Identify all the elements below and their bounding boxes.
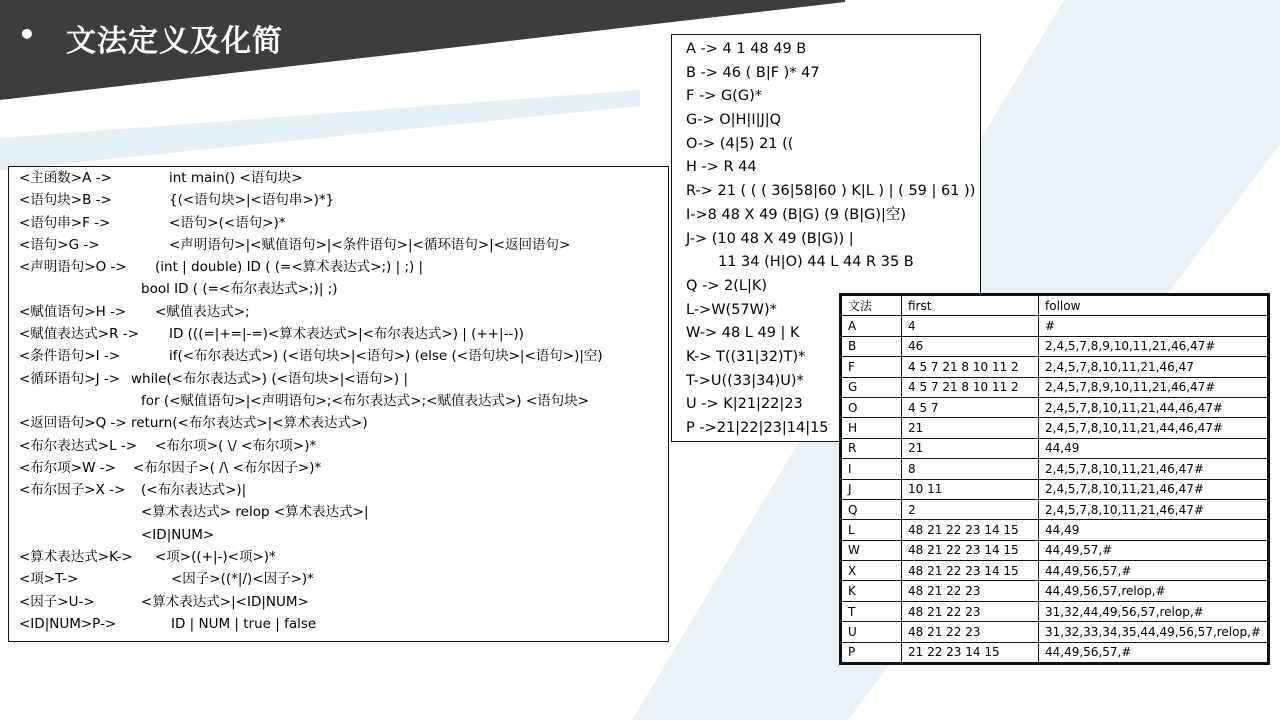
grammar-lhs: <语句串>F ->	[19, 214, 111, 231]
rule-line: R-> 21 ( ( ( 36|58|60 ) K|L ) | ( 59 | 61 ))	[686, 183, 976, 200]
table-row	[841, 418, 1269, 438]
grammar-line	[19, 613, 668, 635]
grammar-line	[19, 501, 668, 523]
nonterminal-cell: J	[841, 479, 902, 499]
table-row	[841, 438, 1269, 458]
first-cell: 48 21 22 23 14 15	[902, 561, 1039, 581]
follow-cell: 44,49,57,#	[1039, 540, 1269, 560]
follow-cell: 31,32,33,34,35,44,49,56,57,relop,#	[1039, 622, 1269, 642]
grammar-lhs: <声明语句>O ->	[19, 259, 127, 276]
grammar-line	[19, 167, 668, 189]
grammar-lhs: <语句>G ->	[19, 236, 100, 253]
grammar-line	[19, 301, 668, 323]
grammar-lhs: <算术表达式>K->	[19, 549, 133, 566]
grammar-line	[19, 457, 668, 479]
grammar-rhs: <赋值表达式>;	[155, 303, 250, 320]
header-cell: follow	[1039, 295, 1269, 316]
grammar-rhs: <ID|NUM>	[141, 526, 215, 543]
nonterminal-cell: W	[841, 540, 902, 560]
nonterminal-cell: T	[841, 601, 902, 621]
table-row	[841, 601, 1269, 621]
rule-line: I->8 48 X 49 (B|G) (9 (B|G)|空)	[686, 206, 907, 223]
grammar-line	[19, 435, 668, 457]
grammar-line	[19, 479, 668, 501]
follow-cell: 44,49,56,57,#	[1039, 561, 1269, 581]
grammar-line	[19, 212, 668, 234]
first-cell: 48 21 22 23 14 15	[902, 520, 1039, 540]
grammar-line	[19, 345, 668, 367]
nonterminal-cell: X	[841, 561, 902, 581]
table-row	[841, 622, 1269, 642]
grammar-rhs: int main() <语句块>	[169, 170, 303, 186]
first-cell: 21 22 23 14 15	[902, 642, 1039, 663]
grammar-rhs: {(<语句块>|<语句串>)*}	[169, 192, 335, 209]
rule-line: K-> T((31|32)T)*	[686, 348, 806, 365]
rule-line: G-> O|H|I|J|Q	[686, 112, 782, 129]
page-title: 文法定义及化简	[66, 24, 283, 59]
follow-cell: 2,4,5,7,8,10,11,21,46,47#	[1039, 499, 1269, 519]
rule-line: P ->21|22|23|14|15	[686, 420, 829, 436]
grammar-rhs: bool ID ( (=<布尔表达式>;)| ;)	[141, 281, 338, 298]
grammar-lhs: <赋值表达式>R ->	[19, 326, 139, 343]
follow-cell: 2,4,5,7,8,10,11,21,46,47	[1039, 357, 1269, 377]
header-cell: first	[902, 295, 1039, 316]
grammar-line	[19, 591, 668, 613]
first-cell: 10 11	[902, 479, 1039, 499]
follow-cell: 44,49,56,57,relop,#	[1039, 581, 1269, 601]
grammar-lhs: <返回语句>Q ->	[19, 415, 127, 432]
grammar-line	[19, 412, 668, 434]
nonterminal-cell: R	[841, 438, 902, 458]
grammar-rhs: <算术表达式> relop <算术表达式>|	[141, 504, 369, 521]
title-bullet: •	[18, 18, 36, 51]
nonterminal-cell: O	[841, 397, 902, 417]
first-cell: 4 5 7 21 8 10 11 2	[902, 357, 1039, 377]
follow-cell: 2,4,5,7,8,10,11,21,46,47#	[1039, 459, 1269, 479]
grammar-rhs: <项>((+|-)<项>)*	[155, 549, 276, 566]
follow-cell: 44,49	[1039, 520, 1269, 540]
grammar-rhs: <布尔项>( \/ <布尔项>)*	[155, 437, 317, 454]
grammar-rhs: <声明语句>|<赋值语句>|<条件语句>|<循环语句>|<返回语句>	[169, 236, 571, 253]
rule-line: H -> R 44	[686, 159, 757, 176]
grammar-rhs: (int | double) ID ( (=<算术表达式>;) | ;) |	[155, 259, 424, 276]
rule-line: L->W(57W)*	[686, 301, 777, 318]
rule-line: F -> G(G)*	[686, 88, 762, 105]
follow-cell: 2,4,5,7,8,10,11,21,44,46,47#	[1039, 418, 1269, 438]
grammar-line	[19, 524, 668, 546]
table-row	[841, 520, 1269, 540]
grammar-line	[19, 256, 668, 278]
nonterminal-cell: A	[841, 316, 902, 336]
rule-line: J-> (10 48 X 49 (B|G)) |	[686, 230, 854, 247]
grammar-line	[19, 189, 668, 211]
grammar-lhs: <因子>U->	[19, 593, 95, 610]
grammar-rhs: if(<布尔表达式>) (<语句块>|<语句>) (else (<语句块>|<语句>)|空)	[169, 348, 603, 365]
grammar-rhs: ID | NUM | true | false	[171, 615, 317, 632]
rule-line: U -> K|21|22|23	[686, 396, 803, 413]
grammar-lhs: <布尔因子>X ->	[19, 482, 126, 499]
grammar-rhs: (<布尔表达式>)|	[141, 482, 247, 499]
nonterminal-cell: G	[841, 377, 902, 397]
table-row	[841, 316, 1269, 336]
rule-line: T->U((33|34)U)*	[686, 372, 804, 389]
table-header-row	[841, 295, 1269, 316]
nonterminal-cell: I	[841, 459, 902, 479]
nonterminal-cell: U	[841, 622, 902, 642]
follow-cell: 44,49,56,57,#	[1039, 642, 1269, 663]
grammar-line	[19, 323, 668, 345]
grammar-rhs: <语句>(<语句>)*	[169, 214, 286, 231]
grammar-lhs: <循环语句>J ->	[19, 370, 121, 387]
grammar-line	[19, 390, 668, 412]
table-row	[841, 397, 1269, 417]
table-row	[841, 459, 1269, 479]
first-follow-table	[839, 293, 1270, 665]
rule-line: W-> 48 L 49 | K	[686, 325, 800, 342]
grammar-lhs: <项>T->	[19, 571, 79, 588]
table-row	[841, 540, 1269, 560]
follow-cell: 31,32,44,49,56,57,relop,#	[1039, 601, 1269, 621]
grammar-line	[19, 234, 668, 256]
first-cell: 4 5 7	[902, 397, 1039, 417]
follow-cell: #	[1039, 316, 1269, 336]
grammar-line	[19, 568, 668, 590]
follow-cell: 2,4,5,7,8,10,11,21,44,46,47#	[1039, 397, 1269, 417]
grammar-lhs: <布尔表达式>L ->	[19, 437, 138, 454]
grammar-line	[19, 368, 668, 390]
table-row	[841, 561, 1269, 581]
grammar-rhs: <布尔因子>( /\ <布尔因子>)*	[133, 459, 322, 476]
table-row	[841, 357, 1269, 377]
rule-line: Q -> 2(L|K)	[686, 277, 768, 294]
follow-cell: 44,49	[1039, 438, 1269, 458]
header-cell: 文法	[841, 295, 902, 316]
grammar-lhs: <ID|NUM>P->	[19, 615, 117, 632]
table-row	[841, 479, 1269, 499]
grammar-definition-box	[8, 166, 669, 642]
first-cell: 46	[902, 336, 1039, 356]
grammar-rhs: return(<布尔表达式>|<算术表达式>)	[131, 415, 368, 432]
table-row	[841, 336, 1269, 356]
nonterminal-cell: H	[841, 418, 902, 438]
grammar-line	[19, 546, 668, 568]
nonterminal-cell: L	[841, 520, 902, 540]
first-cell: 21	[902, 438, 1039, 458]
rule-line: A -> 4 1 48 49 B	[686, 41, 807, 57]
first-cell: 8	[902, 459, 1039, 479]
grammar-rhs: while(<布尔表达式>) (<语句块>|<语句>) |	[131, 370, 409, 387]
nonterminal-cell: Q	[841, 499, 902, 519]
grammar-lhs: <条件语句>I ->	[19, 348, 121, 365]
first-cell: 21	[902, 418, 1039, 438]
first-cell: 48 21 22 23	[902, 622, 1039, 642]
nonterminal-cell: B	[841, 336, 902, 356]
rule-line: 11 34 (H|O) 44 L 44 R 35 B	[718, 254, 914, 271]
grammar-rhs: ID (((=|+=|-=)<算术表达式>|<布尔表达式>) | (++|--))	[169, 326, 524, 343]
first-cell: 4	[902, 316, 1039, 336]
table-row	[841, 581, 1269, 601]
first-cell: 48 21 22 23	[902, 601, 1039, 621]
nonterminal-cell: F	[841, 357, 902, 377]
first-cell: 2	[902, 499, 1039, 519]
nonterminal-cell: P	[841, 642, 902, 663]
first-cell: 48 21 22 23 14 15	[902, 540, 1039, 560]
background-stripe	[0, 90, 640, 170]
grammar-rhs: for (<赋值语句>|<声明语句>;<布尔表达式>;<赋值表达式>) <语句块>	[141, 392, 589, 409]
rule-line: B -> 46 ( B|F )* 47	[686, 64, 820, 81]
grammar-rhs: <算术表达式>|<ID|NUM>	[141, 593, 309, 610]
nonterminal-cell: K	[841, 581, 902, 601]
grammar-rhs: <因子>((*|/)<因子>)*	[171, 571, 314, 588]
first-cell: 4 5 7 21 8 10 11 2	[902, 377, 1039, 397]
follow-cell: 2,4,5,7,8,10,11,21,46,47#	[1039, 479, 1269, 499]
table-row	[841, 377, 1269, 397]
follow-cell: 2,4,5,7,8,9,10,11,21,46,47#	[1039, 336, 1269, 356]
first-cell: 48 21 22 23	[902, 581, 1039, 601]
grammar-lhs: <布尔项>W ->	[19, 459, 116, 476]
grammar-lhs: <主函数>A ->	[19, 170, 112, 186]
grammar-line	[19, 278, 668, 300]
table-row	[841, 499, 1269, 519]
rule-line: O-> (4|5) 21 ((	[686, 135, 794, 152]
follow-cell: 2,4,5,7,8,9,10,11,21,46,47#	[1039, 377, 1269, 397]
grammar-lhs: <语句块>B ->	[19, 192, 112, 209]
table-row	[841, 642, 1269, 663]
grammar-lhs: <赋值语句>H ->	[19, 303, 127, 320]
